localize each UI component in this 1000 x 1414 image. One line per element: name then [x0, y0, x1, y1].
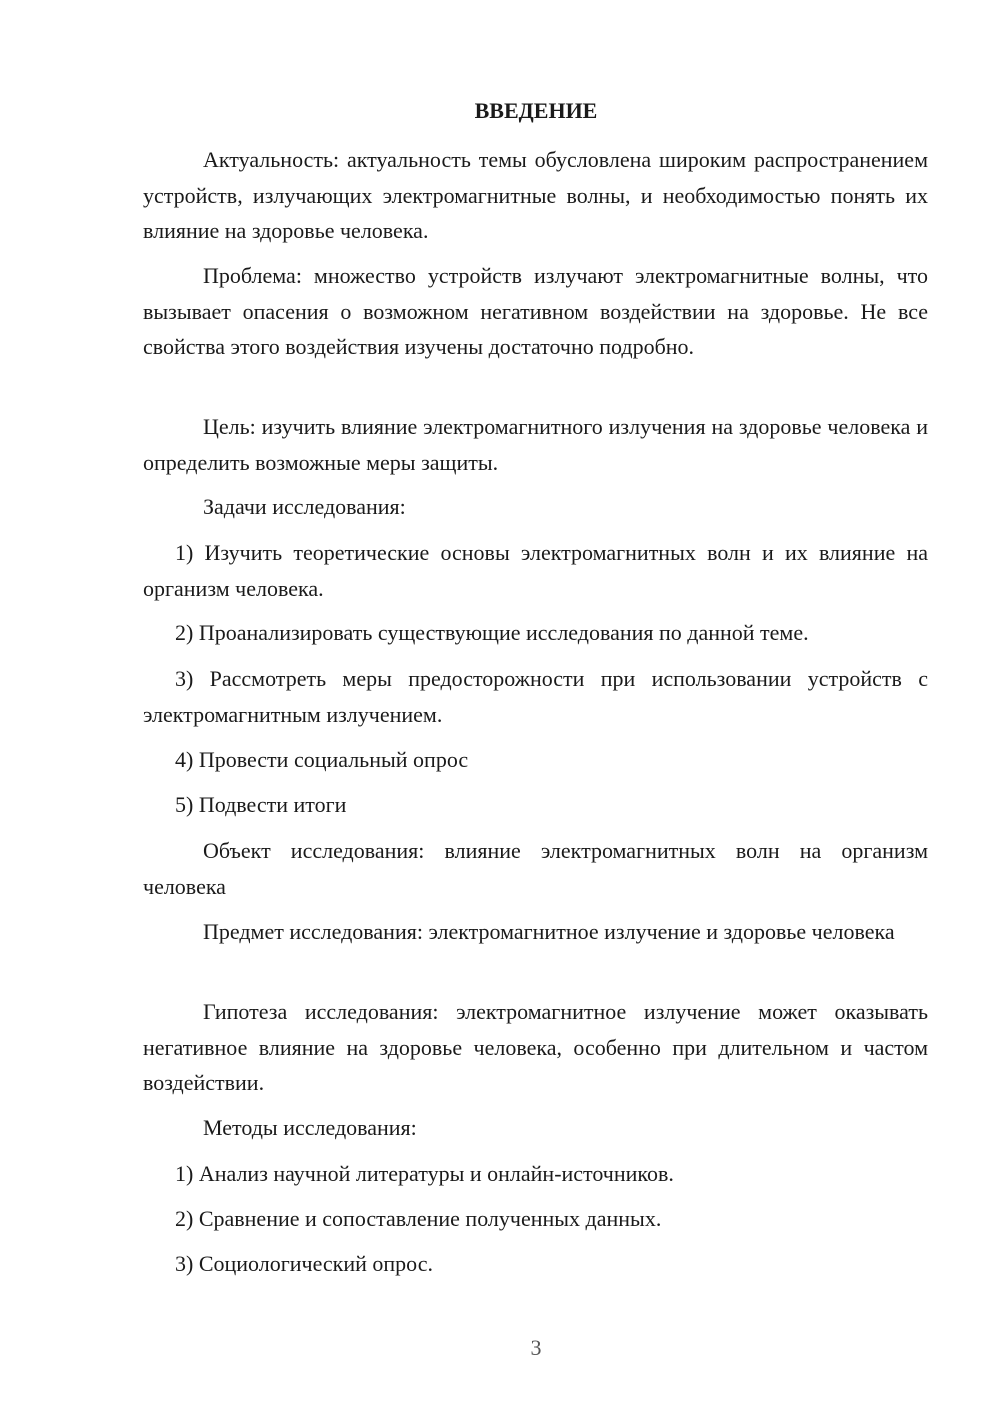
- page-title: ВВЕДЕНИЕ: [474, 98, 598, 123]
- task-item-1: 1) Изучить теоретические основы электромагнитных волн и их влияние на организм человека.: [143, 540, 928, 601]
- paragraph-relevance: Актуальность: актуальность темы обусловлена широким распространением устройств, излучающих электромагнитные волны, и необходимостью понять их влияние на здоровье человека.: [143, 147, 928, 243]
- task-item-3: 3) Рассмотреть меры предосторожности при использовании устройств с электромагнитным излучением.: [143, 666, 928, 727]
- method-item-1: 1) Анализ научной литературы и онлайн-источников.: [175, 1161, 674, 1186]
- task-item-4: 4) Провести социальный опрос: [175, 747, 469, 772]
- method-item-3: 3) Социологический опрос.: [175, 1251, 433, 1276]
- paragraph-goal: Цель: изучить влияние электромагнитного излучения на здоровье человека и определить возможные меры защиты.: [143, 414, 928, 475]
- paragraph-problem: Проблема: множество устройств излучают электромагнитные волны, что вызывает опасения о возможном негативном воздействии на здоровье. Не все свойства этого воздействия изучены достаточно подробно.: [143, 263, 928, 359]
- paragraph-tasks-heading: Задачи исследования:: [203, 494, 406, 519]
- paragraph-subject: Предмет исследования: электромагнитное излучение и здоровье человека: [203, 919, 895, 944]
- paragraph-hypothesis: Гипотеза исследования: электромагнитное излучение может оказывать негативное влияние на здоровье человека, особенно при длительном и частом воздействии.: [143, 999, 928, 1095]
- paragraph-object: Объект исследования: влияние электромагнитных волн на организм человека: [143, 838, 928, 899]
- page-number: 3: [530, 1335, 542, 1360]
- method-item-2: 2) Сравнение и сопоставление полученных данных.: [175, 1206, 662, 1231]
- paragraph-methods-heading: Методы исследования:: [203, 1115, 417, 1140]
- task-item-2: 2) Проанализировать существующие исследования по данной теме.: [175, 620, 809, 645]
- task-item-5: 5) Подвести итоги: [175, 792, 347, 817]
